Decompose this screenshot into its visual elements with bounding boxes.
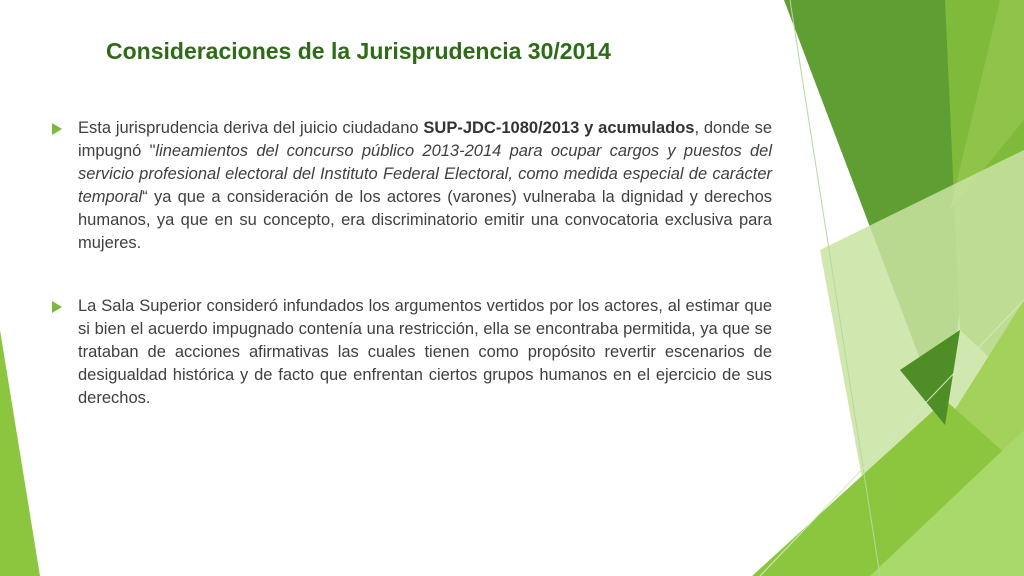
bullet-text-reasoning: “ ya que a consideración de los actores (varones) vulneraba la dignidad y derechos humanos, ya que en su concepto, era discriminatorio emitir una convocatoria exclusiva para mujeres. — [78, 188, 772, 252]
triangle-right-icon — [52, 301, 62, 313]
left-green-sliver — [0, 330, 40, 576]
bullet-list — [52, 117, 772, 410]
bullet-text-impugn: , donde se impugnó " — [78, 119, 772, 160]
bullet-item-superior-ruling — [52, 295, 772, 410]
bullet-text-intro: Esta jurisprudencia deriva del juicio ciudadano — [78, 119, 424, 137]
quoted-guidelines: lineamientos del concurso público 2013-2014 para ocupar cargos y puestos del servicio profesional electoral del Instituto Federal Electoral, como medida especial de carácter temporal — [78, 142, 772, 206]
triangle-right-icon — [52, 123, 62, 135]
slide-title: Consideraciones de la Jurisprudencia 30/2014 — [106, 38, 611, 64]
bullet-item-jurisprudence-origin — [52, 117, 772, 255]
bullet-text-ruling: La Sala Superior consideró infundados los argumentos vertidos por los actores, al estimar que si bien el acuerdo impugnado contenía una restricción, ella se encontraba permitida, ya que se trataban de acciones afirmativas las cuales tienen como propósito revertir escenarios de desigualdad histórica y de facto que enfrentan ciertos grupos humanos en el ejercicio de sus derechos. — [78, 297, 772, 407]
case-reference: SUP-JDC-1080/2013 y acumulados — [423, 119, 695, 137]
